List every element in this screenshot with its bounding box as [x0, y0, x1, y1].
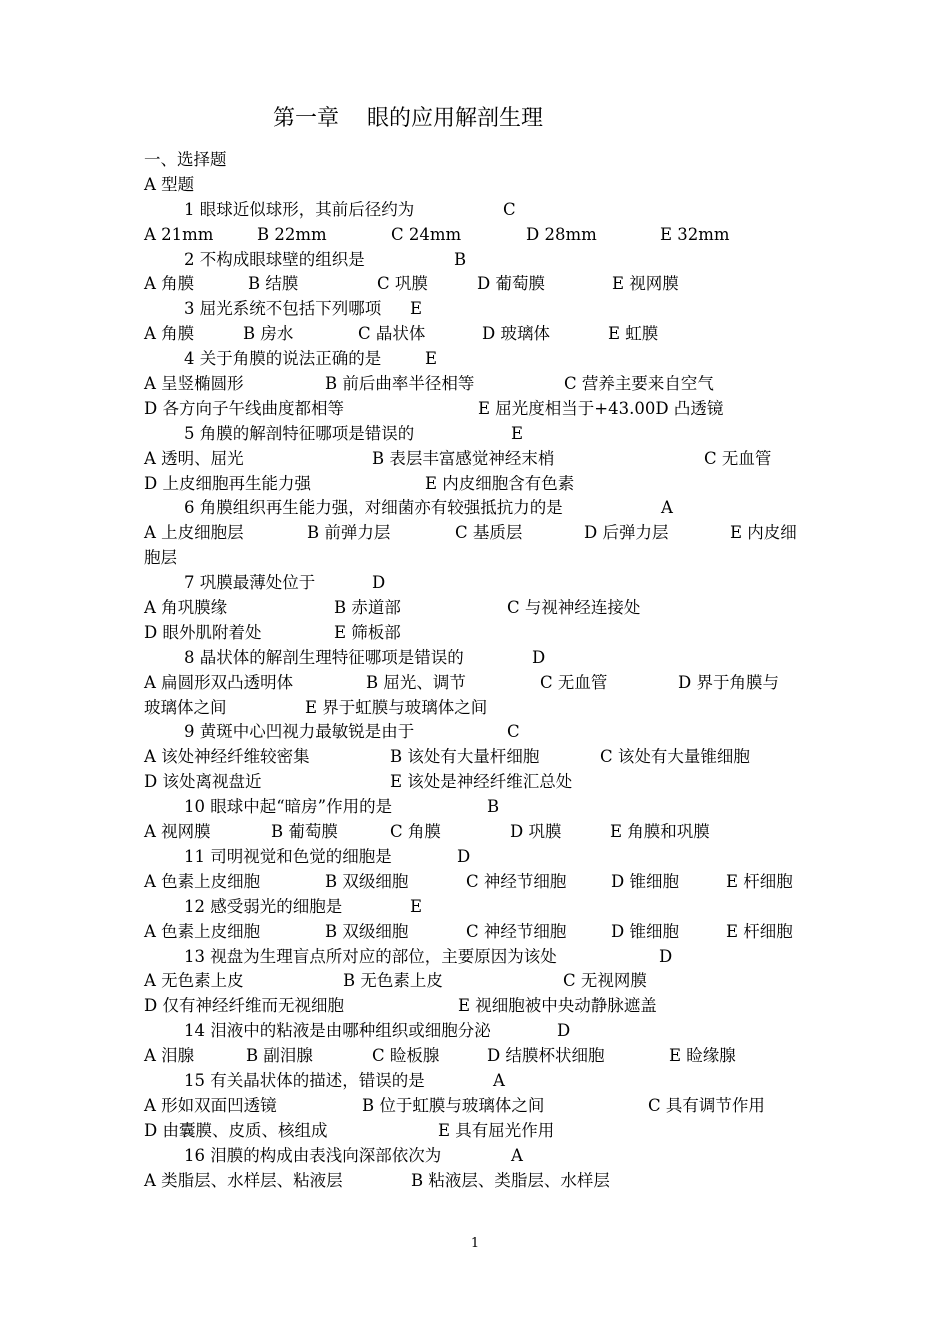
option-text: 胞层	[144, 548, 177, 568]
option-text: E 界于虹膜与玻璃体之间	[305, 697, 488, 717]
option-text: D 后弹力层	[584, 523, 669, 543]
option-text: D 各方向子午线曲度都相等	[144, 398, 344, 418]
question-item	[144, 1019, 824, 1069]
option-text: E 睑缘腺	[669, 1046, 736, 1066]
question-text: 1 眼球近似球形，其前后径约为	[184, 199, 415, 219]
option-text: D 锥细胞	[611, 871, 679, 891]
subsection-heading: A 型题	[144, 174, 195, 194]
option-text: C 神经节细胞	[466, 871, 567, 891]
question-text: 5 角膜的解剖特征哪项是错误的	[184, 423, 415, 443]
option-text: A 角膜	[144, 324, 195, 344]
option-text: D 由囊膜、皮质、核组成	[144, 1120, 328, 1140]
option-text: 玻璃体之间	[144, 697, 227, 717]
option-text: D 眼外肌附着处	[144, 622, 262, 642]
answer-key: C	[507, 722, 520, 742]
option-text: B 前后曲率半径相等	[325, 374, 475, 394]
option-text: E 该处是神经纤维汇总处	[390, 772, 573, 792]
option-text: D 仅有神经纤维而无视细胞	[144, 996, 344, 1016]
option-text: A 呈竖椭圆形	[144, 374, 244, 394]
option-text: D 界于角膜与	[678, 672, 779, 692]
option-text: B 房水	[243, 324, 294, 344]
option-text: A 视网膜	[144, 822, 211, 842]
question-item	[144, 895, 824, 945]
answer-key: D	[659, 946, 673, 966]
option-text: E 杆细胞	[726, 871, 793, 891]
option-text: B 表层丰富感觉神经末梢	[372, 448, 555, 468]
option-text: A 21mm	[144, 224, 214, 244]
option-text: A 类脂层、水样层、粘液层	[144, 1170, 343, 1190]
question-item	[144, 198, 824, 248]
answer-key: D	[372, 573, 386, 593]
question-item	[144, 496, 824, 571]
option-text: A 透明、屈光	[144, 448, 244, 468]
option-text: A 无色素上皮	[144, 971, 244, 991]
question-item	[144, 422, 824, 497]
question-item	[144, 795, 824, 845]
option-text: B 屈光、调节	[366, 672, 466, 692]
option-text: C 无血管	[540, 672, 608, 692]
option-text: C 营养主要来自空气	[564, 374, 714, 394]
option-text: B 粘液层、类脂层、水样层	[411, 1170, 610, 1190]
answer-key: E	[425, 349, 438, 369]
answer-key: A	[511, 1145, 523, 1165]
question-text: 16 泪膜的构成由表浅向深部依次为	[184, 1145, 442, 1165]
option-text: A 形如双面凹透镜	[144, 1095, 277, 1115]
option-text: C 无血管	[704, 448, 772, 468]
answer-key: A	[661, 498, 673, 518]
question-text: 13 视盘为生理盲点所对应的部位，主要原因为该处	[184, 946, 557, 966]
question-list	[144, 148, 824, 1193]
option-text: A 扁圆形双凸透明体	[144, 672, 294, 692]
question-text: 14 泪液中的粘液是由哪种组织或细胞分泌	[184, 1021, 491, 1041]
option-text: D 上皮细胞再生能力强	[144, 473, 311, 493]
question-text: 2 不构成眼球壁的组织是	[184, 249, 365, 269]
question-text: 9 黄斑中心凹视力最敏锐是由于	[184, 722, 415, 742]
option-text: E 内皮细	[730, 523, 797, 543]
option-text: C 无视网膜	[563, 971, 647, 991]
option-text: C 与视神经连接处	[507, 598, 641, 618]
section-heading: 一、选择题	[144, 150, 227, 169]
option-text: C 睑板腺	[372, 1046, 440, 1066]
question-text: 15 有关晶状体的描述，错误的是	[184, 1070, 425, 1090]
option-text: E 视细胞被中央动静脉遮盖	[458, 996, 657, 1016]
option-text: E 角膜和巩膜	[610, 822, 710, 842]
option-text: E 杆细胞	[726, 921, 793, 941]
option-text: C 角膜	[390, 822, 441, 842]
option-text: E 视网膜	[612, 274, 679, 294]
answer-key: A	[493, 1070, 505, 1090]
question-item	[144, 646, 824, 721]
question-item	[144, 1144, 824, 1194]
option-text: E 屈光度相当于+43.00D 凸透镜	[478, 398, 724, 418]
question-item	[144, 945, 824, 1020]
chapter-title: 第一章 眼的应用解剖生理	[273, 106, 543, 131]
answer-key: D	[457, 846, 471, 866]
option-text: D 葡萄膜	[477, 274, 545, 294]
question-item	[144, 845, 824, 895]
option-text: C 24mm	[391, 224, 462, 244]
option-text: B 葡萄膜	[271, 822, 338, 842]
option-text: E 虹膜	[608, 324, 659, 344]
option-text: A 色素上皮细胞	[144, 871, 261, 891]
answer-key: E	[410, 299, 423, 319]
question-item	[144, 347, 824, 422]
option-text: D 该处离视盘近	[144, 772, 262, 792]
option-text: C 晶状体	[358, 324, 426, 344]
answer-key: D	[557, 1021, 571, 1041]
option-text: B 双级细胞	[325, 921, 409, 941]
option-text: B 位于虹膜与玻璃体之间	[362, 1095, 545, 1115]
option-text: E 32mm	[660, 224, 730, 244]
option-text: C 具有调节作用	[648, 1095, 765, 1115]
option-text: E 筛板部	[334, 622, 401, 642]
option-text: C 基质层	[455, 523, 523, 543]
option-text: E 内皮细胞含有色素	[425, 473, 575, 493]
option-text: C 该处有大量锥细胞	[600, 747, 750, 767]
option-text: D 锥细胞	[611, 921, 679, 941]
option-text: A 泪腺	[144, 1046, 195, 1066]
question-text: 3 屈光系统不包括下列哪项	[184, 299, 382, 319]
option-text: C 神经节细胞	[466, 921, 567, 941]
option-text: B 无色素上皮	[343, 971, 443, 991]
option-text: E 具有屈光作用	[438, 1120, 555, 1140]
page-number: 1	[470, 1236, 480, 1251]
answer-key: E	[511, 423, 524, 443]
option-text: A 角膜	[144, 274, 195, 294]
option-text: A 上皮细胞层	[144, 523, 244, 543]
answer-key: C	[503, 199, 516, 219]
option-text: A 角巩膜缘	[144, 598, 228, 618]
option-text: B 赤道部	[334, 598, 401, 618]
question-text: 10 眼球中起“暗房”作用的是	[184, 797, 393, 817]
option-text: D 巩膜	[510, 822, 562, 842]
question-text: 11 司明视觉和色觉的细胞是	[184, 846, 392, 866]
question-item	[144, 1069, 824, 1144]
question-text: 12 感受弱光的细胞是	[184, 896, 343, 916]
question-text: 8 晶状体的解剖生理特征哪项是错误的	[184, 647, 464, 667]
question-text: 6 角膜组织再生能力强，对细菌亦有较强抵抗力的是	[184, 498, 563, 518]
option-text: B 副泪腺	[246, 1046, 313, 1066]
question-item	[144, 248, 824, 298]
option-text: D 玻璃体	[482, 324, 550, 344]
option-text: B 双级细胞	[325, 871, 409, 891]
question-item	[144, 720, 824, 795]
answer-key: D	[532, 647, 546, 667]
option-text: D 28mm	[526, 224, 597, 244]
question-text: 7 巩膜最薄处位于	[184, 573, 316, 593]
option-text: B 结膜	[248, 274, 299, 294]
answer-key: B	[454, 249, 467, 269]
option-text: C 巩膜	[377, 274, 428, 294]
option-text: D 结膜杯状细胞	[487, 1046, 605, 1066]
option-text: B 该处有大量杆细胞	[390, 747, 540, 767]
answer-key: B	[487, 797, 500, 817]
question-item	[144, 297, 824, 347]
option-text: A 该处神经纤维较密集	[144, 747, 310, 767]
answer-key: E	[410, 896, 423, 916]
option-text: A 色素上皮细胞	[144, 921, 261, 941]
option-text: B 22mm	[257, 224, 327, 244]
option-text: B 前弹力层	[307, 523, 391, 543]
question-text: 4 关于角膜的说法正确的是	[184, 349, 382, 369]
question-item	[144, 571, 824, 646]
